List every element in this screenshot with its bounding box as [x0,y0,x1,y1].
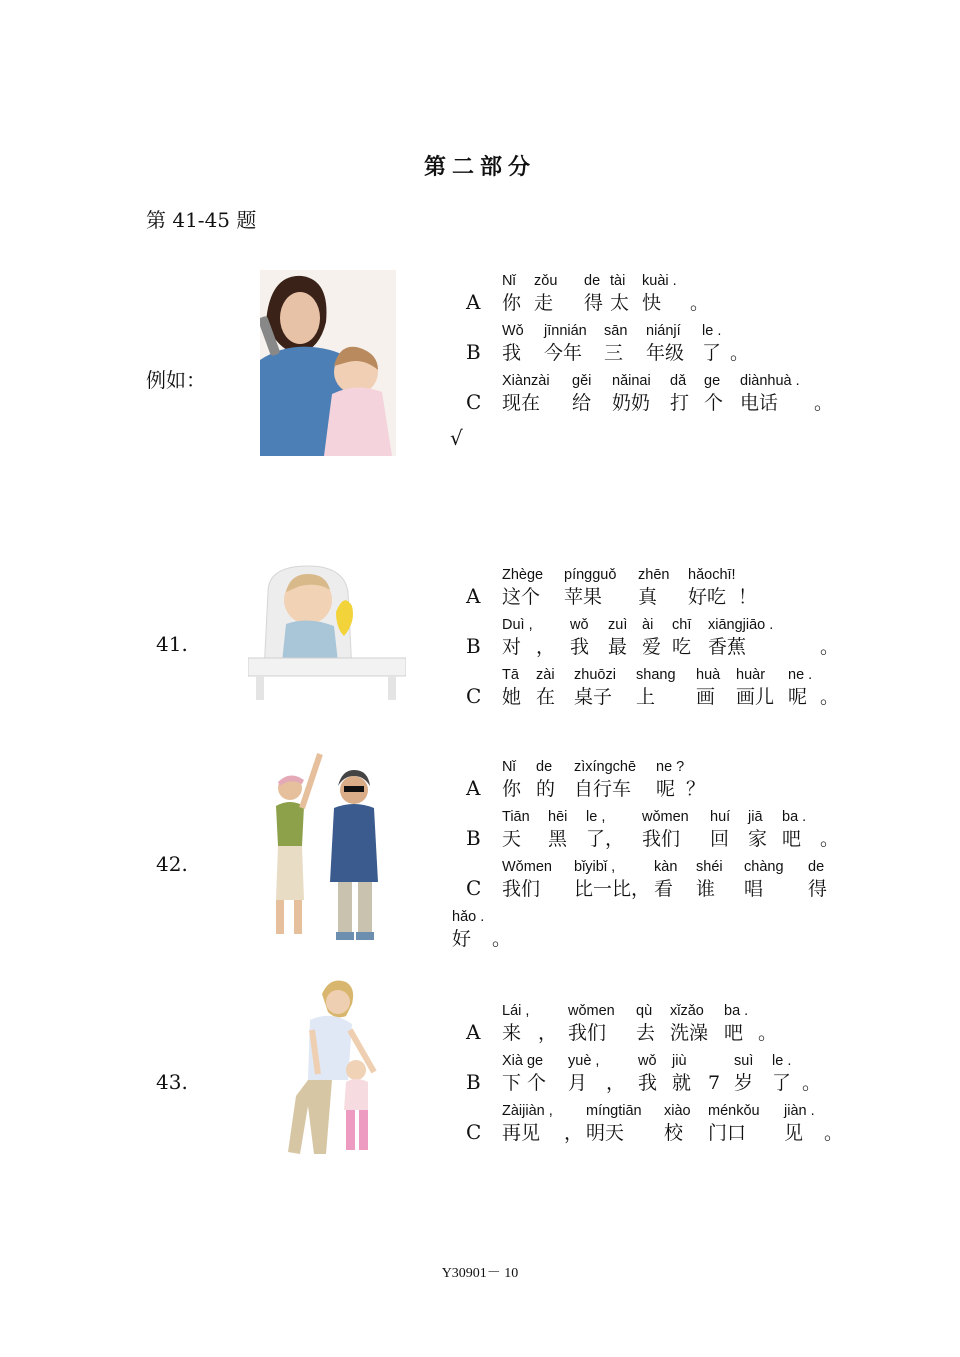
word-cell [608,614,627,660]
hanzi: 香蕉 [708,636,747,658]
option-letter: C [466,684,482,708]
hanzi: 吃 [672,636,692,658]
pinyin: xǐzǎo [670,1003,704,1019]
hanzi: 这个 [502,586,541,608]
pinyin: shang [636,667,676,683]
hanzi: 年级 [646,342,685,364]
pinyin: suì [734,1053,754,1069]
pinyin: jiàn . [784,1103,815,1119]
pinyin: wǒmen [568,1003,615,1019]
word-cell [704,370,723,416]
word-cell [820,806,839,852]
option-letter: B [466,826,481,850]
hanzi: 了， [586,828,625,850]
pinyin [690,270,709,292]
pinyin [802,1050,821,1072]
pinyin: niánjí [646,323,681,339]
word-cell [536,664,555,710]
pinyin: zhuōzi [574,667,616,683]
example-photo-mother-phone [260,270,396,456]
hanzi: 桌子 [574,686,613,708]
word-cell [784,1100,815,1146]
hanzi: ， [538,1022,558,1044]
pinyin: ne . [788,667,813,683]
hanzi: 在 [536,686,556,708]
word-cell [502,614,533,660]
word-cell [570,614,589,660]
option-letter: C [466,876,482,900]
word-cell [788,664,812,710]
hanzi: 你 [502,778,522,800]
pinyin [820,614,839,636]
word-cell [502,270,521,316]
pinyin: qù [636,1003,653,1019]
word-cell [654,856,677,902]
word-cell [502,756,521,802]
hanzi: 回 [710,828,730,850]
pinyin: de [536,759,553,775]
hanzi: 去 [636,1022,656,1044]
hanzi: 。 [824,1122,844,1144]
pinyin: jiā [748,809,763,825]
word-cell [708,1100,760,1146]
pinyin: zìxíngchē [574,759,637,775]
word-cell [708,1050,720,1096]
hanzi: 吧 [782,828,802,850]
word-cell [688,564,736,610]
word-cell [502,664,521,710]
word-cell [638,1050,657,1096]
word-cell [610,270,629,316]
word-cell [636,664,676,710]
word-cell [636,1000,655,1046]
pinyin: ménkǒu [708,1103,760,1119]
word-cell [664,1100,691,1146]
word-cell [670,1000,708,1046]
option-letter: A [466,776,481,800]
pinyin: nǎinai [612,373,651,389]
question-number-41: 41. [156,632,188,656]
pinyin: Xià ge [502,1053,544,1069]
word-cell [568,1000,615,1046]
pinyin: chàng [744,859,784,875]
option-letter: A [466,1020,481,1044]
hanzi: 我们 [642,828,681,850]
hanzi: 奶奶 [612,392,651,414]
photo-kids-singing [262,750,390,948]
option-letter: B [466,1070,481,1094]
word-cell [536,756,555,802]
hanzi: 。 [758,1022,778,1044]
word-cell [538,1000,557,1046]
hanzi: 比一比， [574,878,651,900]
hanzi: 来 [502,1022,522,1044]
pinyin: Tā [502,667,519,683]
pinyin: hēi [548,809,568,825]
word-cell [708,614,773,660]
word-cell [702,320,721,366]
word-cell [502,564,543,610]
pinyin [824,1100,843,1122]
word-cell [730,320,749,366]
hanzi: 我们 [568,1022,607,1044]
word-cell [820,614,839,660]
word-cell [740,370,800,416]
word-cell [502,1000,529,1046]
word-cell [808,856,827,902]
pinyin [758,1000,777,1022]
hanzi: 打 [670,392,690,414]
word-cell [696,856,723,902]
word-cell [502,806,530,852]
word-cell [502,1050,546,1096]
pinyin: huà [696,667,721,683]
word-cell [672,614,691,660]
hanzi: 天 [502,828,522,850]
hanzi: 校 [664,1122,684,1144]
pinyin: diànhuà . [740,373,800,389]
hanzi: 好 [452,928,472,950]
word-cell [564,1100,583,1146]
hanzi: 7 [708,1072,721,1094]
pinyin: yuè , [568,1053,600,1069]
pinyin: shéi [696,859,723,875]
word-cell [502,856,552,902]
word-cell [606,1050,625,1096]
word-cell [452,906,484,952]
pinyin [814,370,833,392]
hanzi: 最 [608,636,628,658]
hanzi: 你 [502,292,522,314]
hanzi: 。 [820,636,840,658]
hanzi: 家 [748,828,768,850]
hanzi: 呢 [656,778,676,800]
word-cell [642,270,677,316]
hanzi: 明天 [586,1122,625,1144]
pinyin: chī [672,617,692,633]
pinyin: de [808,859,825,875]
pinyin: Tiān [502,809,530,825]
word-cell [802,1050,821,1096]
pinyin: ne ? [656,759,685,775]
word-cell [586,1100,642,1146]
hanzi: 电话 [740,392,779,414]
pinyin: Nǐ [502,273,516,289]
pinyin: le . [702,323,722,339]
hanzi: 下 个 [502,1072,547,1094]
option-letter: C [466,1120,482,1144]
word-cell [568,1050,599,1096]
pinyin: Nǐ [502,759,516,775]
pinyin [738,564,757,586]
word-cell [612,370,651,416]
word-cell [748,806,767,852]
pinyin: le . [772,1053,792,1069]
pinyin: míngtiān [586,1103,642,1119]
photo-baby-banana [248,562,406,700]
pinyin [538,1000,557,1022]
hanzi: 太 [610,292,630,314]
pinyin [820,664,839,686]
hanzi: 上 [636,686,656,708]
question-number-42: 42. [156,852,188,876]
word-cell [814,370,833,416]
example-label: 例如： [146,368,206,392]
pinyin: kuài . [642,273,677,289]
word-cell [738,564,757,610]
pinyin [820,806,839,828]
hanzi: 。 [690,292,710,314]
word-cell [736,664,774,710]
pinyin [708,1050,720,1072]
word-cell [656,756,684,802]
hanzi: 个 [704,392,724,414]
hanzi: 。 [492,928,512,950]
pinyin: sān [604,323,628,339]
option-letter: B [466,634,481,658]
pinyin: gěi [572,373,592,389]
pinyin: Duì , [502,617,533,633]
hanzi: 给 [572,392,592,414]
word-cell [502,1100,553,1146]
pinyin: zhēn [638,567,670,583]
hanzi: 我们 [502,878,541,900]
pinyin: hǎo . [452,909,485,925]
hanzi: 自行车 [574,778,632,800]
word-cell [710,806,730,852]
pinyin: Zhège [502,567,544,583]
pinyin: de [584,273,601,289]
pinyin: le , [586,809,606,825]
word-cell [492,906,511,952]
word-cell [782,806,806,852]
pinyin: xiāngjiāo . [708,617,774,633]
pinyin [606,1050,625,1072]
pinyin: hǎochī! [688,567,736,583]
hanzi: 门口 [708,1122,747,1144]
pinyin [730,320,749,342]
word-cell [642,614,661,660]
word-cell [758,1000,777,1046]
hanzi: 就 [672,1072,692,1094]
hanzi: 我 [638,1072,658,1094]
word-cell [734,1050,753,1096]
pinyin: zài [536,667,555,683]
word-cell [824,1100,843,1146]
hanzi: 得 [808,878,828,900]
hanzi: 走 [534,292,554,314]
pinyin: Wǒmen [502,859,552,875]
pinyin: huàr [736,667,766,683]
word-cell [586,806,624,852]
word-cell [584,270,603,316]
pinyin: ài [642,617,654,633]
hanzi: ！ [738,586,758,608]
pinyin: zuì [608,617,628,633]
hanzi: ？ [686,778,706,800]
option-letter: A [466,290,481,314]
pinyin: dǎ [670,373,687,389]
hanzi: 对 [502,636,522,658]
pinyin: bǐyibǐ , [574,859,616,875]
hanzi: 。 [730,342,750,364]
pinyin [564,1100,583,1122]
pinyin: wǒ [638,1053,657,1069]
pinyin: huí [710,809,731,825]
hanzi: 我 [570,636,590,658]
pinyin: xiào [664,1103,691,1119]
pinyin: ba . [782,809,807,825]
pinyin: ge [704,373,721,389]
pinyin: Zàijiàn , [502,1103,553,1119]
word-cell [642,806,689,852]
hanzi: 的 [536,778,556,800]
check-mark: √ [450,426,463,450]
pinyin [492,906,511,928]
hanzi: 黑 [548,828,568,850]
word-cell [604,320,627,366]
word-cell [696,664,720,710]
hanzi: 今年 [544,342,583,364]
pinyin: wǒmen [642,809,689,825]
hanzi: 。 [802,1072,822,1094]
word-cell [574,856,650,902]
pinyin [536,614,555,636]
word-cell [744,856,784,902]
word-cell [536,614,555,660]
pinyin [686,756,705,778]
option-letter: B [466,340,481,364]
hanzi: 我 [502,342,522,364]
hanzi: 画儿 [736,686,775,708]
word-cell [564,564,616,610]
word-cell [670,370,689,416]
hanzi: 。 [814,392,834,414]
word-cell [820,664,839,710]
word-cell [672,1050,691,1096]
pinyin: píngguǒ [564,567,617,583]
hanzi: 吧 [724,1022,744,1044]
hanzi: ， [606,1072,626,1094]
word-cell [544,320,587,366]
pinyin: wǒ [570,617,589,633]
hanzi: 见 [784,1122,804,1144]
question-number-43: 43. [156,1070,188,1094]
pinyin: jīnnián [544,323,587,339]
hanzi: ， [536,636,556,658]
word-cell [690,270,709,316]
pinyin: jiù [672,1053,687,1069]
pinyin: kàn [654,859,678,875]
word-cell [548,806,567,852]
page-footer: Y30901－ 10 [441,1266,519,1281]
hanzi: 现在 [502,392,541,414]
pinyin: ba . [724,1003,749,1019]
option-letter: C [466,390,482,414]
hanzi: 。 [820,686,840,708]
hanzi: 唱 [744,878,764,900]
hanzi: 爱 [642,636,662,658]
option-letter: A [466,584,481,608]
section-title: 第二部分 [423,154,536,180]
hanzi: 再见 [502,1122,541,1144]
hanzi: 洗澡 [670,1022,709,1044]
pinyin: tài [610,273,626,289]
photo-mother-toddler-walking [270,976,384,1162]
hanzi: 。 [820,828,840,850]
hanzi: 看 [654,878,674,900]
word-cell [574,756,636,802]
hanzi: 岁 [734,1072,754,1094]
word-cell [574,664,616,710]
hanzi: 快 [642,292,662,314]
word-cell [502,320,524,366]
hanzi: 月 [568,1072,588,1094]
hanzi: 了 [772,1072,792,1094]
word-cell [646,320,684,366]
word-cell [638,564,669,610]
pinyin: Wǒ [502,323,524,339]
hanzi: 谁 [696,878,716,900]
pinyin: Xiànzài [502,373,550,389]
word-cell [572,370,591,416]
word-cell [724,1000,748,1046]
pinyin: zǒu [534,273,558,289]
hanzi: 真 [638,586,658,608]
word-cell [534,270,557,316]
hanzi: 苹果 [564,586,603,608]
hanzi: 画 [696,686,716,708]
hanzi: 呢 [788,686,808,708]
word-cell [502,370,550,416]
hanzi: 三 [604,342,624,364]
hanzi: 了 [702,342,722,364]
hanzi: ， [564,1122,584,1144]
hanzi: 她 [502,686,522,708]
hanzi: 得 [584,292,604,314]
word-cell [686,756,705,802]
pinyin: Lái , [502,1003,530,1019]
hanzi: 好吃 [688,586,727,608]
question-range: 第 41-45 题 [146,208,257,232]
word-cell [772,1050,791,1096]
